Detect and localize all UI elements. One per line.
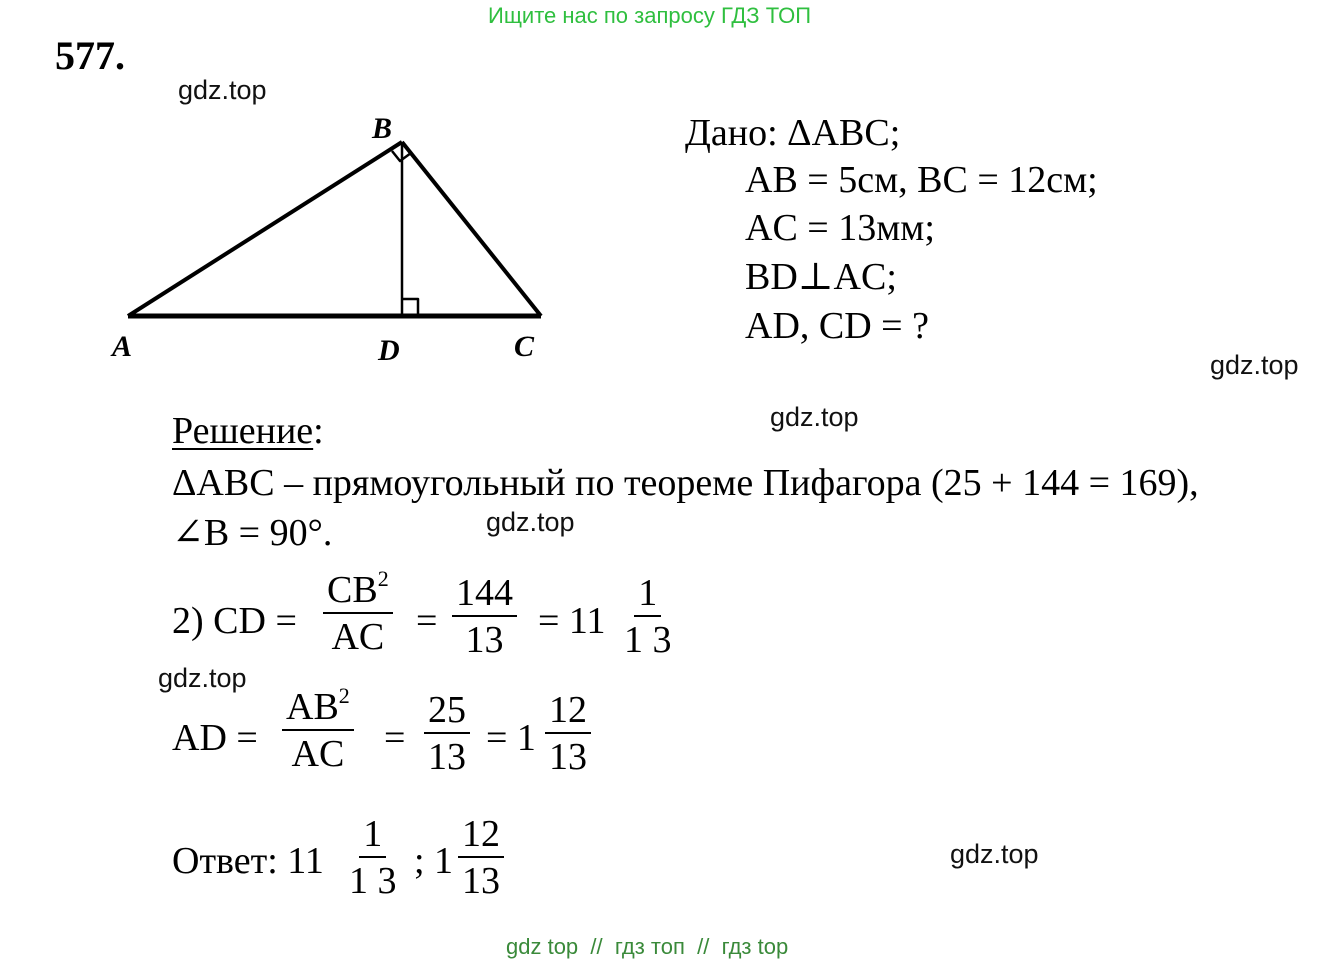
watermark: gdz.top <box>1210 350 1299 380</box>
footer-watermark: gdz top // гдз топ // гдз top <box>506 934 789 959</box>
fraction-cb2-ac: $\frac{CB^2}{AC}$ <box>323 568 393 656</box>
cd-formula-prefix: 2) CD = <box>172 600 297 642</box>
vertex-label-c: C <box>514 330 535 363</box>
solution-line: ∠B = 90°. <box>172 512 333 554</box>
given-title: Дано: ΔABC; <box>685 112 901 154</box>
fraction-ab2-ac: $\frac{AB^2}{AC}$ <box>282 685 354 773</box>
fraction-144-13: $\frac{144}{13}$ <box>452 574 517 659</box>
right-angle-mark-d <box>402 299 418 316</box>
equals-sign: = <box>416 600 438 642</box>
triangle-side-ab <box>128 142 402 316</box>
given-line: BD⊥AC; <box>745 256 897 298</box>
ad-formula-prefix: AD = <box>172 717 258 759</box>
answer-fraction-1-13: $\frac{1}{1 3}$ <box>349 813 397 902</box>
fraction-1-13: $\frac{1}{1 3}$ <box>624 572 672 661</box>
ad-result-whole: = 1 <box>486 717 536 759</box>
given-line: AD, CD = ? <box>745 305 929 347</box>
watermark: gdz.top <box>770 402 859 432</box>
given-line: AB = 5см, BC = 12см; <box>745 159 1098 201</box>
fraction-25-13: $\frac{25}{13}$ <box>424 691 470 776</box>
solution-line: ΔABC – прямоугольный по теореме Пифагора (25 + 144 = 169), <box>172 462 1199 504</box>
header-banner: Ищите нас по запросу ГДЗ ТОП <box>488 3 812 28</box>
answer-fraction-12-13: $\frac{12}{13}$ <box>458 815 504 900</box>
answer-separator: ; 1 <box>414 840 454 882</box>
problem-number: 577. <box>55 33 125 78</box>
triangle-diagram <box>0 0 600 380</box>
given-line: AC = 13мм; <box>745 207 935 249</box>
fraction-12-13: $\frac{12}{13}$ <box>545 691 591 776</box>
vertex-label-a: A <box>112 330 133 363</box>
watermark: gdz.top <box>158 663 247 693</box>
watermark: gdz.top <box>950 839 1039 869</box>
vertex-label-b: B <box>372 112 393 145</box>
equals-sign: = <box>384 717 406 759</box>
watermark: gdz.top <box>178 75 267 105</box>
triangle-side-bc <box>402 142 541 316</box>
answer-prefix: Ответ: 11 <box>172 840 324 882</box>
solution-heading: Решение: <box>172 410 324 452</box>
watermark: gdz.top <box>486 507 575 537</box>
cd-result-whole: = 11 <box>538 600 606 642</box>
vertex-label-d: D <box>378 334 400 367</box>
